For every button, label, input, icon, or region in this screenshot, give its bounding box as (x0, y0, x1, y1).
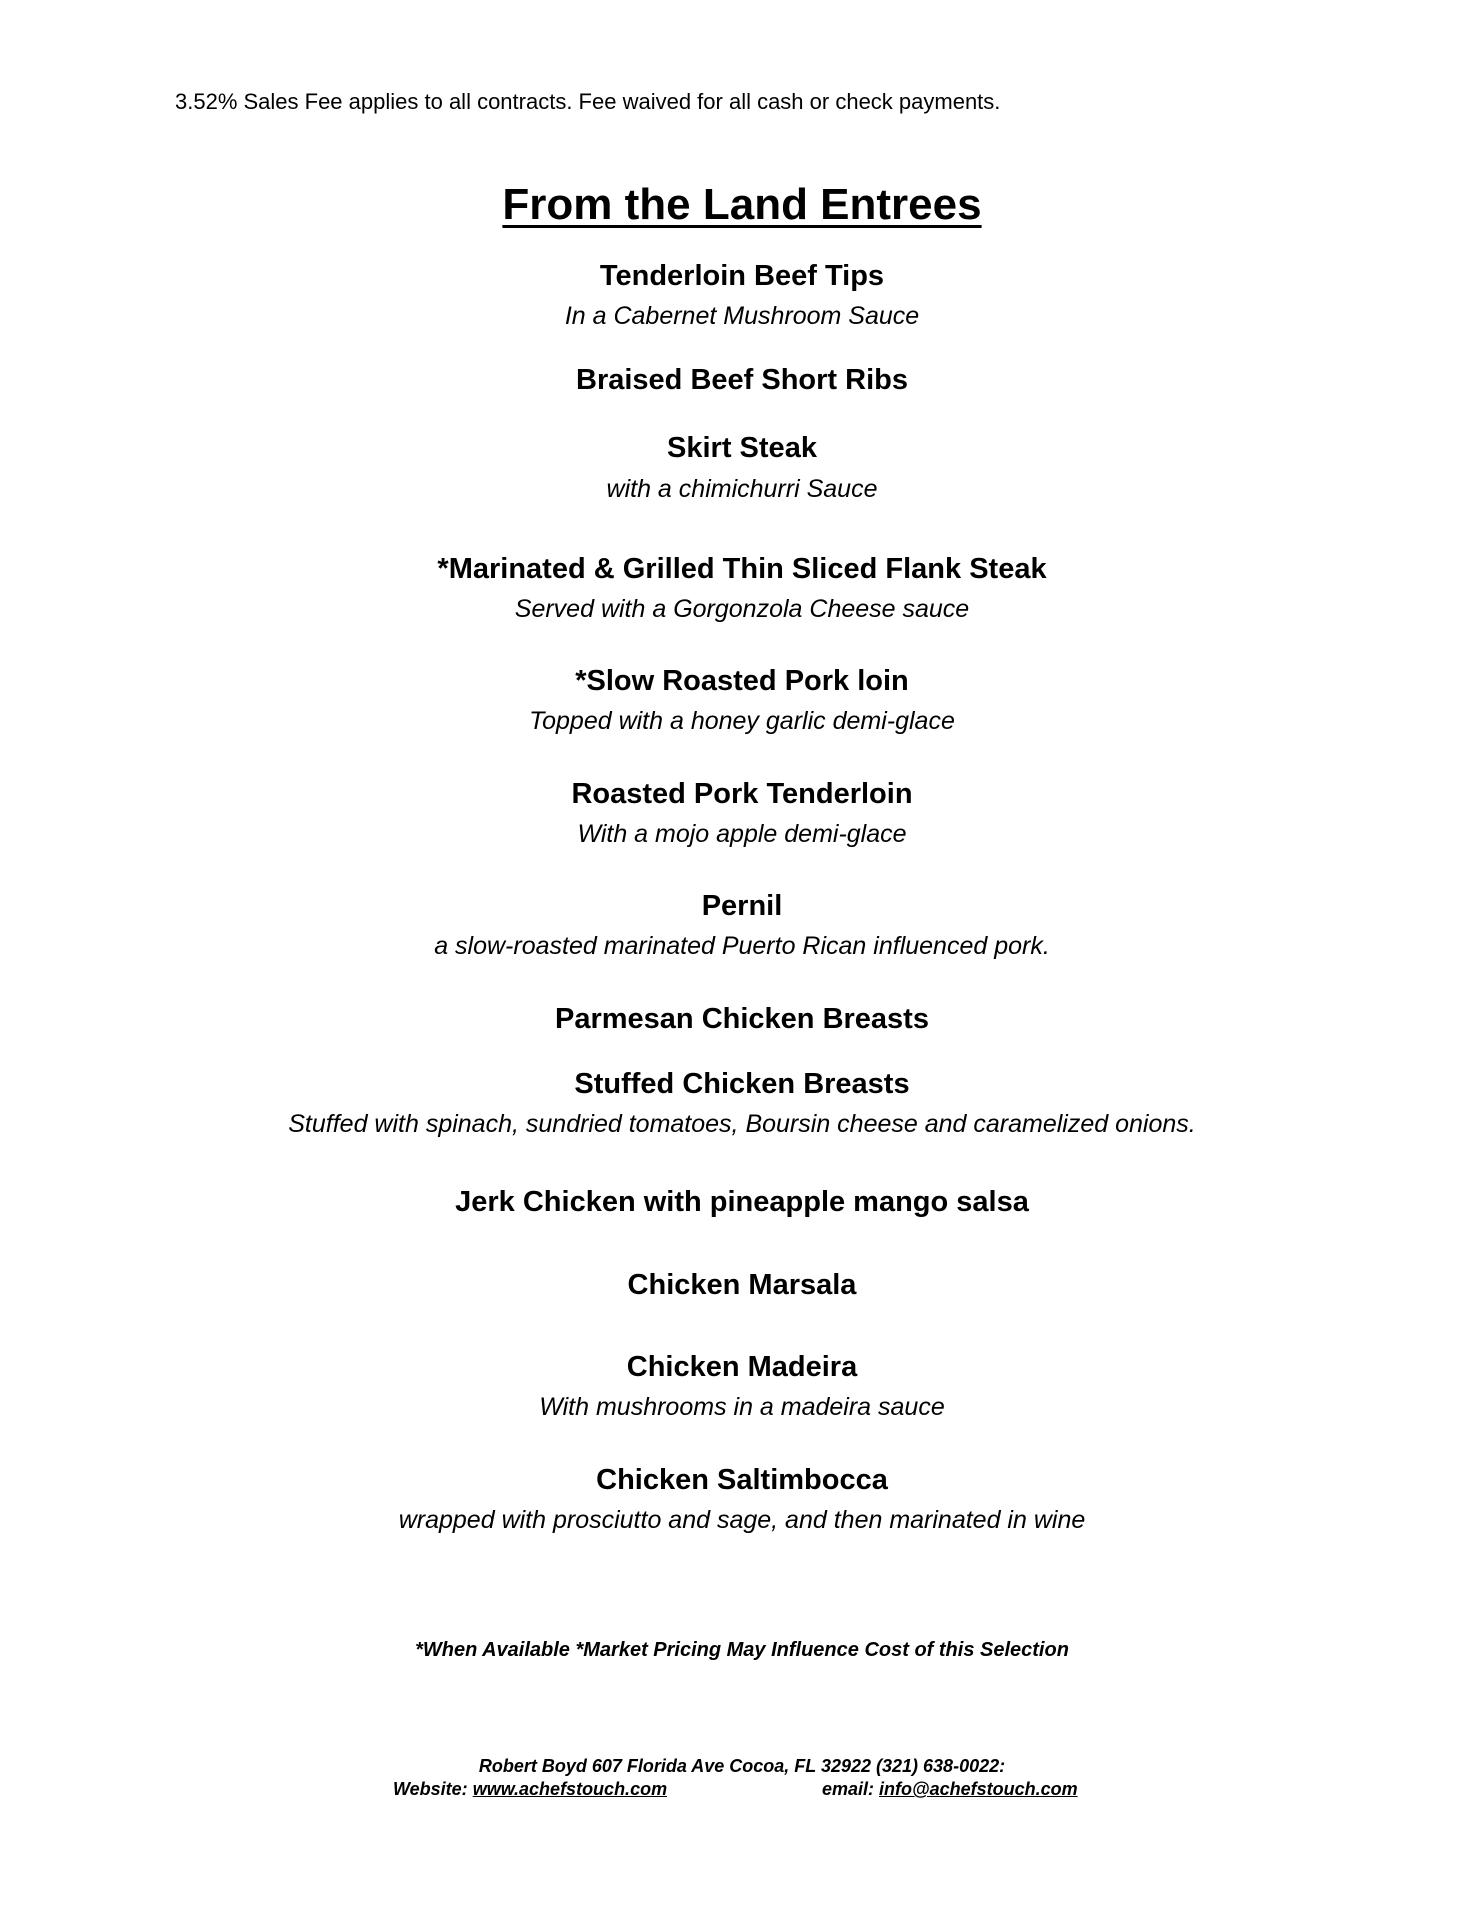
email-label: email: (822, 1779, 875, 1799)
sales-fee-notice: 3.52% Sales Fee applies to all contracts. Fee waived for all cash or check payments. (175, 89, 1001, 114)
menu-item-description: Topped with a honey garlic demi-glace (529, 707, 955, 735)
website-line (393, 1778, 667, 1800)
menu-title (0, 178, 1484, 232)
menu-item-description: With a mojo apple demi-glace (577, 820, 907, 848)
menu-item-description: wrapped with prosciutto and sage, and then marinated in wine (398, 1506, 1086, 1534)
menu-item-name: Tenderloin Beef Tips (599, 260, 885, 292)
menu-item-name: Pernil (701, 890, 783, 922)
menu-item-name: Roasted Pork Tenderloin (571, 778, 913, 810)
menu-item-description: Stuffed with spinach, sundried tomatoes, Boursin cheese and caramelized onions. (288, 1110, 1196, 1138)
email-link[interactable]: info@achefstouch.com (879, 1779, 1078, 1799)
menu-item-name: Chicken Marsala (627, 1269, 857, 1301)
contact-address: Robert Boyd 607 Florida Ave Cocoa, FL 32922 (321) 638-0022: (478, 1756, 1006, 1776)
menu-item-description: a slow-roasted marinated Puerto Rican influenced pork. (434, 932, 1050, 960)
menu-item-name: Parmesan Chicken Breasts (555, 1003, 929, 1035)
email-line (822, 1778, 1078, 1800)
menu-item-name: Chicken Saltimbocca (596, 1464, 888, 1496)
menu-item-name: Chicken Madeira (626, 1351, 858, 1383)
menu-item-name: *Marinated & Grilled Thin Sliced Flank Steak (437, 553, 1047, 585)
menu-item-name: Jerk Chicken with pineapple mango salsa (455, 1186, 1029, 1218)
menu-title-text: From the Land Entrees (502, 180, 982, 229)
menu-item-name: *Slow Roasted Pork loin (575, 665, 909, 697)
website-link[interactable]: www.achefstouch.com (472, 1779, 668, 1799)
menu-item-name: Braised Beef Short Ribs (576, 364, 908, 396)
menu-item-description: with a chimichurri Sauce (606, 475, 878, 503)
menu-item-name: Skirt Steak (667, 432, 817, 464)
menu-item-description: With mushrooms in a madeira sauce (539, 1393, 945, 1421)
website-label: Website: (393, 1779, 468, 1799)
availability-footnote: *When Available *Market Pricing May Influence Cost of this Selection (415, 1639, 1069, 1661)
menu-item-description: Served with a Gorgonzola Cheese sauce (514, 595, 970, 623)
menu-item-name: Stuffed Chicken Breasts (574, 1068, 910, 1100)
menu-item-description: In a Cabernet Mushroom Sauce (564, 302, 920, 330)
